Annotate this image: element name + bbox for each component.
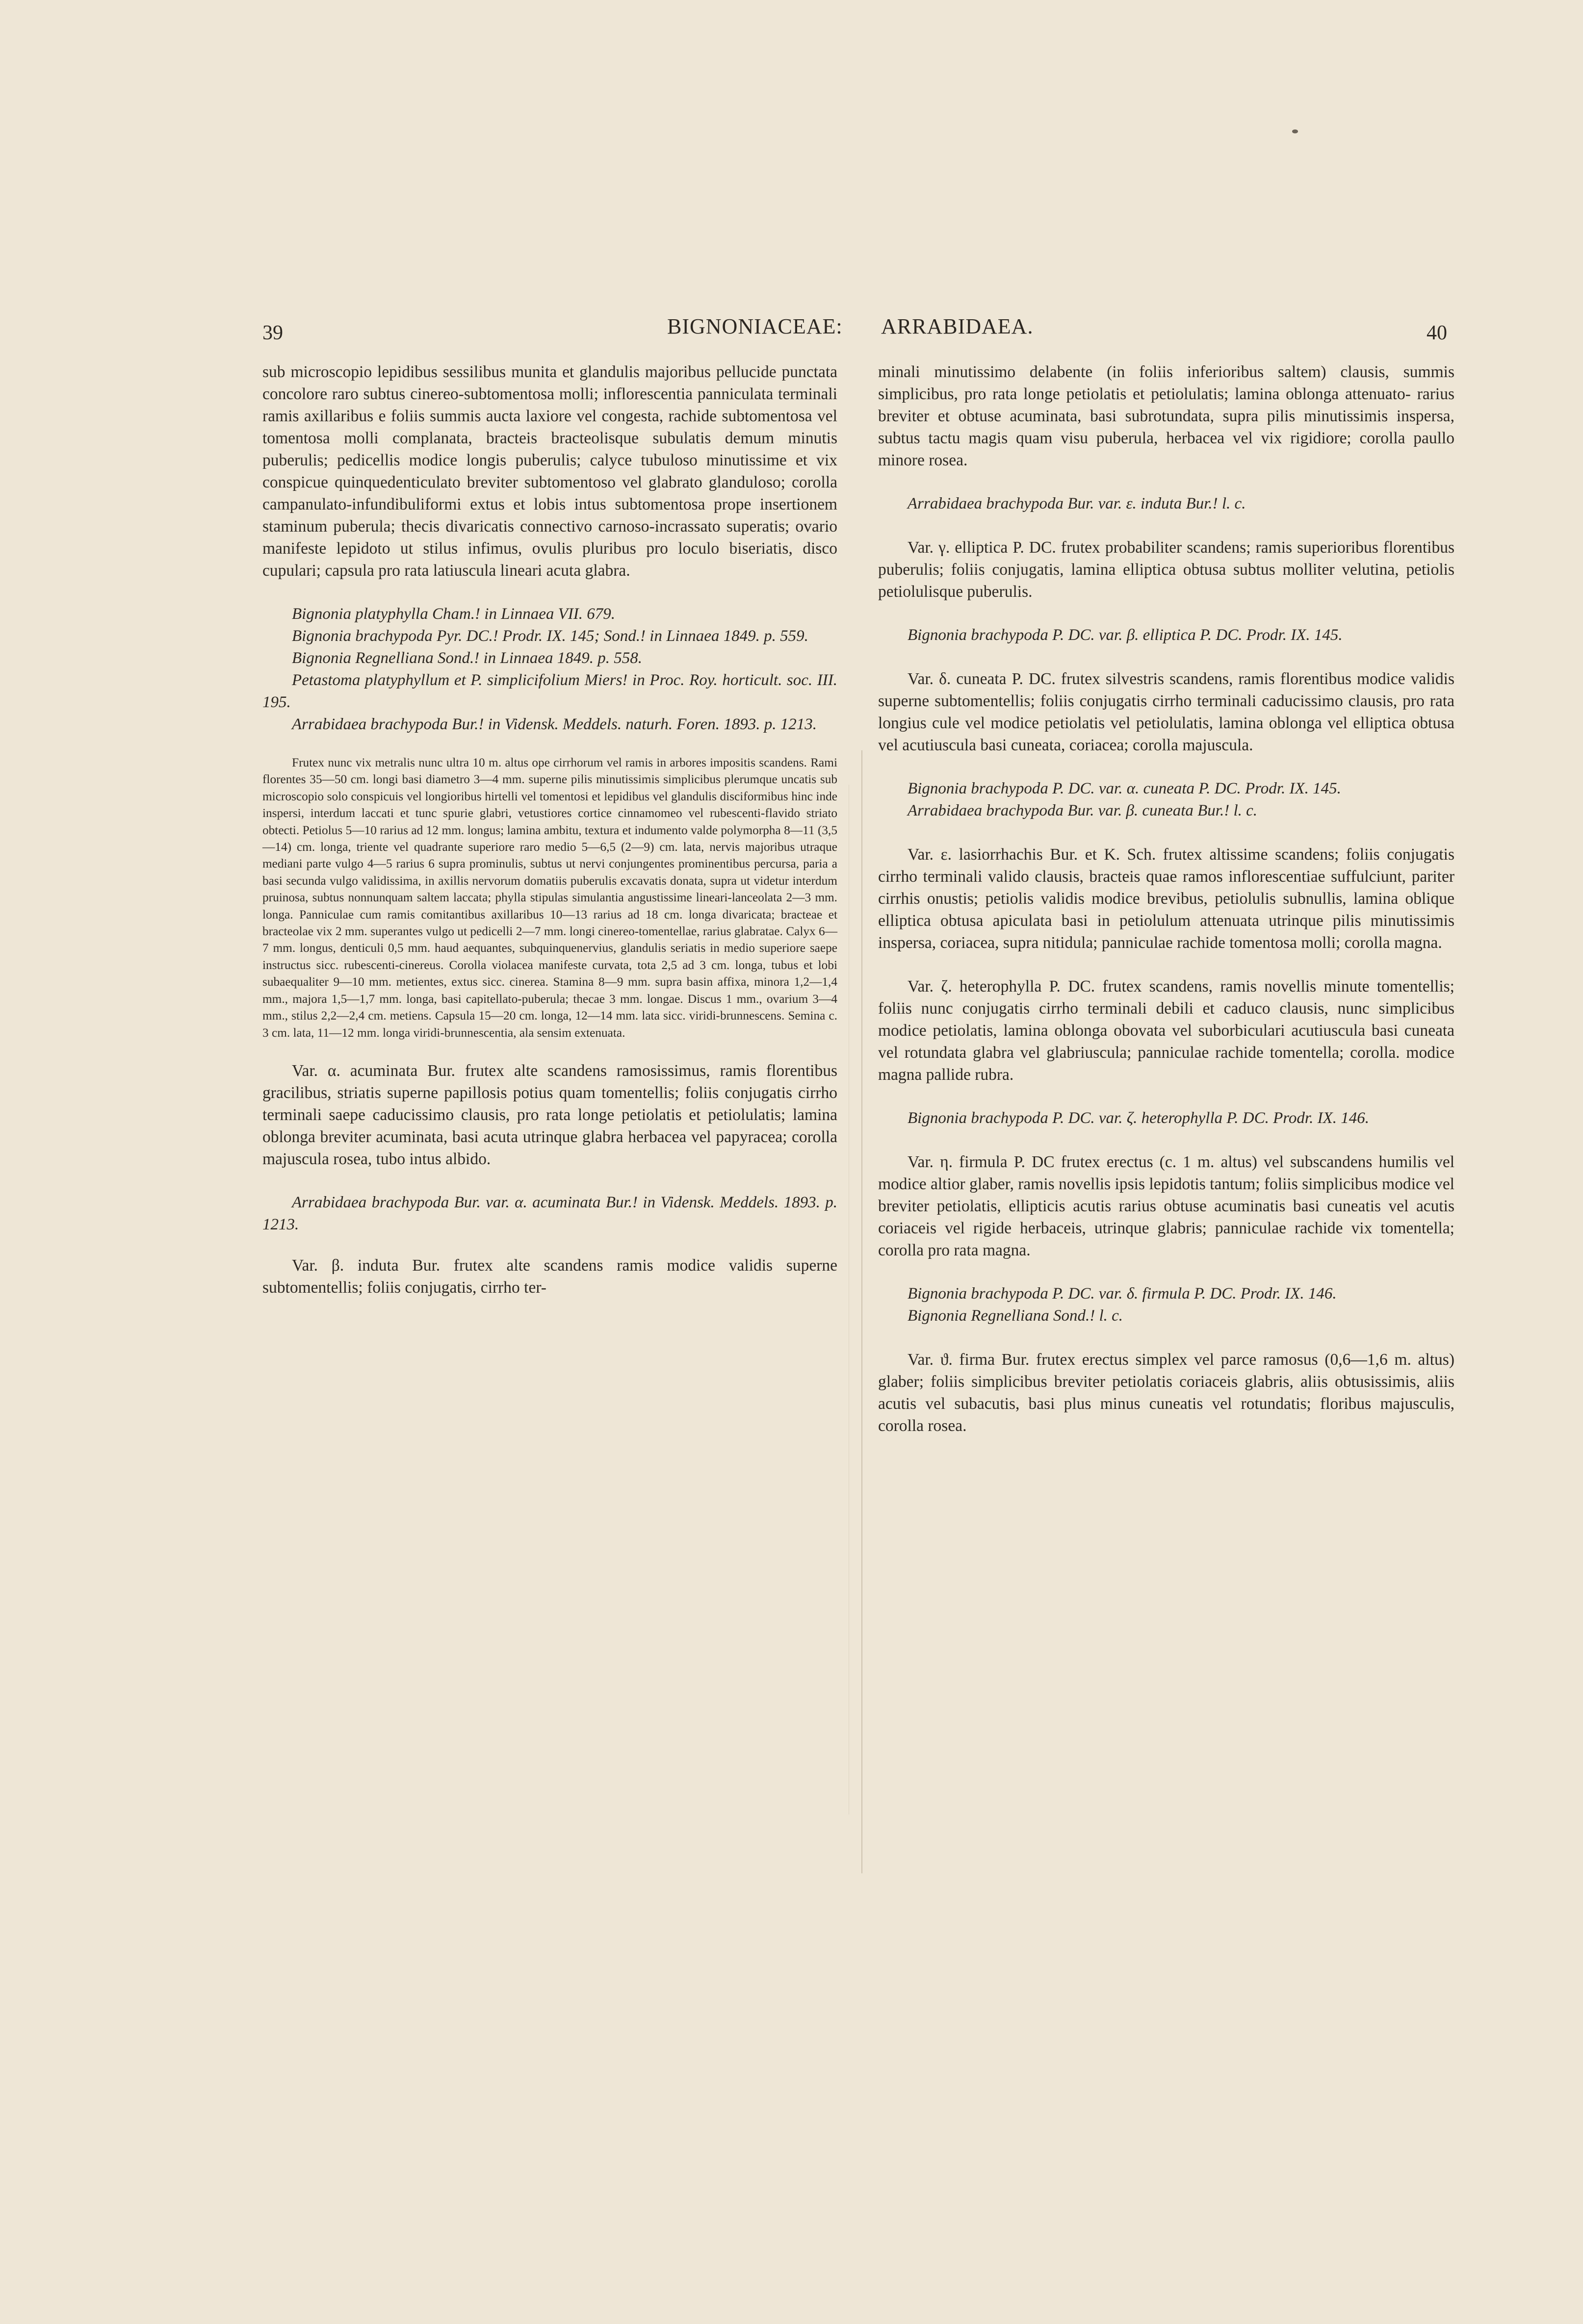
citation: Bignonia platyphylla Cham.! in Linnaea VII. 679. [292, 605, 616, 623]
variety-paragraph: Var. ϑ. firma Bur. frutex erectus simplex vel parce ramosus (0,6—1,6 m. altus) glaber; foliis simplicibus breviter petiolatis coriaceis glabris, aliis obtusissimis, aliis acutis vel subacutis, basi plus minus cuneatis vel rotundatis; floribus majusculis, corolla rosea. [878, 1351, 1454, 1435]
right-page [863, 0, 1583, 2324]
citation: Bignonia brachypoda P. DC. var. α. cuneata P. DC. Prodr. IX. 145. [908, 780, 1341, 797]
variety-paragraph: Var. α. acuminata Bur. frutex alte scandens ramosissimus, ramis florentibus gracilibus, striatis superne papillosis potius quam tomentellis; foliis conjugatis cirrho terminali saepe caducissimo clausis, pro rata longe petiolatis et petiolulatis; lamina oblonga breviter acuminata, basi acuta utrinque glabra herbacea vel papyracea; corolla majuscula rosea, tubo intus albido. [262, 1061, 837, 1168]
variety-paragraph: Var. ζ. heterophylla P. DC. frutex scandens, ramis novellis minute tomentellis; foliis nunc conjugatis cirrho terminali debili et caduco clausis, nunc simplicibus modice petiolatis, lamina oblonga obovata vel suborbiculari acutiuscula basi cuneata vel rotundata glabra vel glabriuscula; panniculae rachide tomentella; corolla. modice magna pallide rubra. [878, 977, 1454, 1084]
variety-paragraph: Var. ε. lasiorrhachis Bur. et K. Sch. frutex altissime scandens; foliis conjugatis cirrho terminali valido clausis, bracteis quae ramos inflorescentiae suffulciunt, pariter cirrhis onustis; petiolis validis modice brevibus, petiolulis subnullis, lamina oblique elliptica obtusa apiculata basi in petiolulum attenuata utrinque pilis minutissimis inspersa, coriacea, supra nitidula; panniculae rachide tomentosa molli; corolla magna. [878, 845, 1454, 952]
citation: Arrabidaea brachypoda Bur. var. α. acuminata Bur.! in Vidensk. Meddels. 1893. p. 1213. [262, 1193, 837, 1233]
variety-paragraph: Var. γ. elliptica P. DC. frutex probabiliter scandens; ramis superioribus florentibus puberulis; foliis conjugatis, lamina elliptica obtusa subtus molliter velutina, petiolis petiolulisque puberulis. [878, 538, 1454, 601]
citation: Bignonia brachypoda P. DC. var. ζ. heterophylla P. DC. Prodr. IX. 146. [908, 1109, 1369, 1127]
citation: Bignonia Regnelliana Sond.! l. c. [908, 1307, 1123, 1325]
description-paragraph: minali minutissimo delabente (in foliis inferioribus saltem) clausis, summis simplicibus, pro rata longe petiolatis et petiolulatis; lamina oblonga attenuato- rarius breviter et obtuse acuminata, basi subrotundata, supra pilis minutissimis inspersa, subtus tactu magis quam visu puberula, herbacea vel vix rigidiore; corolla paullo minore rosea. [878, 363, 1454, 469]
running-head: BIGNONIACEAE: [667, 314, 843, 338]
citation: Petastoma platyphyllum et P. simplicifolium Miers! in Proc. Roy. horticult. soc. III. 195. [262, 671, 837, 711]
right-column [878, 361, 1454, 1437]
citation: Bignonia brachypoda P. DC. var. β. elliptica P. DC. Prodr. IX. 145. [908, 626, 1343, 644]
citation: Arrabidaea brachypoda Bur. var. β. cuneata Bur.! l. c. [908, 802, 1258, 819]
citation: Bignonia brachypoda P. DC. var. δ. firmula P. DC. Prodr. IX. 146. [908, 1285, 1337, 1302]
description-paragraph: sub microscopio lepidibus sessilibus munita et glandulis majoribus pellucide punctata concolore raro subtus cinereo-subtomentosa molli; inflorescentia panniculata terminali ramis axillaribus e foliis summis aucta laxiore vel congesta, rachide subtomentosa vel tomentosa molli complanata, bracteis bracteolisque subulatis demum minutis puberulis; pedicellis modice longis puberulis; calyce tubuloso minutissime et vix conspicue quinquedenticulato breviter subtomentoso vel glabrato glanduloso; corolla campanulato-infundibuliformi extus et lobis intus subtomentosa prope insertionem staminum puberula; thecis divaricatis connectivo carnoso-incrassato superatis; ovario manifeste lepidoto ut stilus infimus, ovulis pluribus pro loculo biseriatis, disco cupulari; capsula pro rata latiuscula lineari acuta glabra. [262, 363, 837, 580]
page-number: 40 [1427, 322, 1447, 344]
variety-paragraph: Var. η. firmula P. DC frutex erectus (c. 1 m. altus) vel subscandens humilis vel modice altior glaber, ramis novellis ipsis lepidotis tantum; foliis simplicibus modice vel breviter petiolatis, ellipticis acutis rarius obtuse acuminatis basi cuneatis vel acutis coriaceis vel rigide herbaceis, utrinque glabris; panniculae rachide vix tomentella; corolla pro rata magna. [878, 1153, 1454, 1259]
citation: Arrabidaea brachypoda Bur.! in Vidensk. Meddels. naturh. Foren. 1893. p. 1213. [292, 715, 817, 733]
citation: Arrabidaea brachypoda Bur. var. ε. induta Bur.! l. c. [908, 495, 1246, 512]
running-head: ARRABIDAEA. [881, 314, 1034, 338]
citation: Bignonia Regnelliana Sond.! in Linnaea 1849. p. 558. [292, 649, 643, 667]
variety-paragraph: Var. δ. cuneata P. DC. frutex silvestris scandens, ramis florentibus modice validis superne subtomentellis; foliis conjugatis cirrho terminali caducissimo clausis, pro rata longius cule vel modice petiolatis vel petiolulatis, lamina oblonga vel elliptica obtusa vel acutiuscula basi cuneata, coriacea; corolla majuscula. [878, 670, 1454, 754]
detailed-description: Frutex nunc vix metralis nunc ultra 10 m. altus ope cirrhorum vel ramis in arbores impositis scandens. Rami florentes 35—50 cm. longi basi diametro 3—4 mm. superne pilis minutissimis simplicibus plerumque uncatis sub microscopio solo conspicuis vel longioribus hirtelli vel tomentosi et lepidibus vel glandulis disciformibus hinc inde inspersi, interdum laccati et tunc spurie glabri, vetustiores cortice cinnamomeo vel rubescenti-flavido striato obtecti. Petiolus 5—10 rarius ad 12 mm. longus; lamina ambitu, textura et indumento valde polymorpha 8—11 (3,5—14) cm. longa, triente vel quadrante superiore raro medio 5—6,5 (2—9) cm. lata, nervis majoribus utraque mediani parte vulgo 4—5 rarius 6 supra prominulis, subtus ut nervi conjungentes prominentibus percursa, paria a basi secunda vulgo validissima, in axillis nervorum domatiis puberulis excavatis donata, supra ut videtur interdum pruinosa, subtus nonnunquam saltem laccata; phylla stipulas simulantia angustissime lineari-lanceolata 2—3 mm. longa. Panniculae cum ramis comitantibus axillaribus 10—13 rarius ad 18 cm. longa divaricata; bracteae et bracteolae vix 2 mm. superantes vulgo ut pedicelli 2—7 mm. longi cinereo-tomentellae, rarius glabratae. Calyx 6—7 mm. longus, denticuli 0,5 mm. haud aequantes, subquinquenervius, glandulis seriatis in medio superiore saepe instructus sicc. rubescenti-cinereus. Corolla violacea manifeste curvata, tota 2,5 ad 3 cm. longa, tubus et lobi subaequaliter 9—10 mm. metientes, extus sicc. cinerea. Stamina 8—9 mm. supra basin affixa, minora 1,2—1,4 mm., majora 1,5—1,7 mm. longa, basi capitellato-puberula; thecae 3 mm. longae. Discus 1 mm., ovarium 3—4 mm., stilus 2,2—2,4 cm. metiens. Capsula 15—20 cm. longa, 12—14 mm. lata sicc. viridi-brunnescens. Semina c. 3 cm. lata, 11—12 mm. longa viridi-brunnescentia, ala sensim extenuata. [262, 756, 837, 1040]
variety-paragraph: Var. β. induta Bur. frutex alte scandens ramis modice validis superne subtomentellis; foliis conjugatis, cirrho ter- [262, 1256, 837, 1297]
citation: Bignonia brachypoda Pyr. DC.! Prodr. IX. 145; Sond.! in Linnaea 1849. p. 559. [292, 627, 808, 645]
left-column [262, 361, 837, 1299]
page-number: 39 [262, 322, 283, 344]
